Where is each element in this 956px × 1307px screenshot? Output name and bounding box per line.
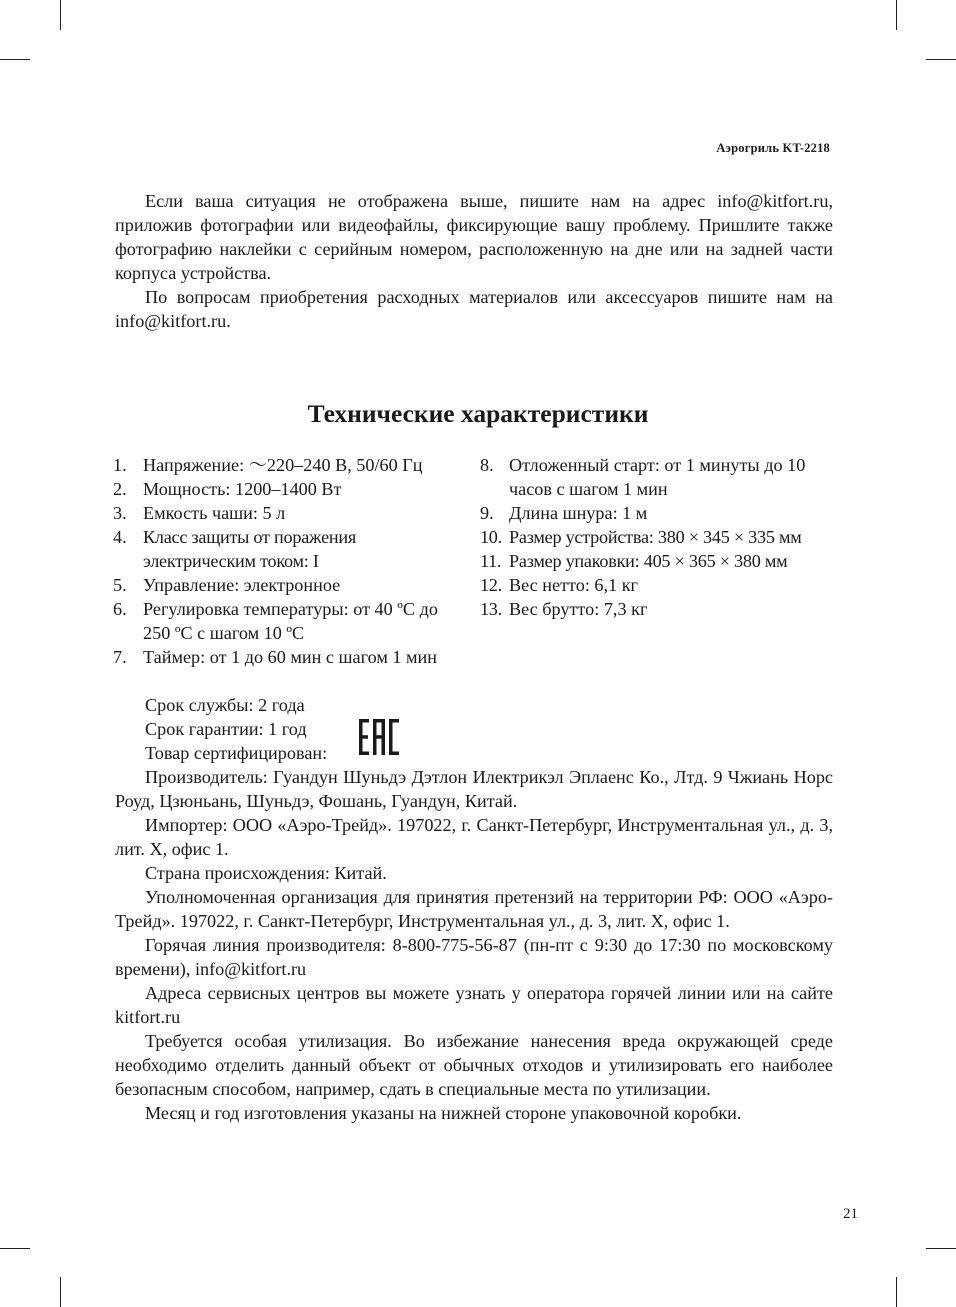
- page-number: 21: [843, 1206, 858, 1222]
- service-centers: Адреса сервисных центров вы можете узнать у оператора горячей линии или на сайте kitfort.ru: [115, 983, 833, 1027]
- crop-mark: [60, 0, 61, 30]
- spec-item: 5. Управление: электронное: [113, 575, 341, 595]
- crop-mark: [926, 1248, 956, 1249]
- eac-mark-icon: [358, 718, 400, 756]
- specs-list-left: [113, 453, 463, 669]
- intro-paragraph-accessories: По вопросам приобретения расходных материалов или аксессуаров пишите нам на info@kitfort.ru.: [115, 287, 833, 331]
- crop-mark: [0, 59, 30, 60]
- crop-mark: [896, 0, 897, 30]
- service-life: Срок службы: 2 года: [145, 695, 305, 715]
- info-section: [115, 693, 833, 1125]
- crop-mark: [0, 1248, 30, 1249]
- intro-section: [115, 189, 833, 333]
- country-of-origin: Страна происхождения: Китай.: [145, 863, 387, 883]
- authorized-organization: Уполномоченная организация для принятия претензий на территории РФ: ООО «Аэро-Трейд». 197022, г. Санкт-Петербург, Инструментальная ул., д. 3, лит. Х, офис 1.: [115, 887, 833, 931]
- disposal: Требуется особая утилизация. Во избежание нанесения вреда окружающей среде необходимо отделить данный объект от обычных отходов и утилизировать его наиболее безопасным способом, например, сдать в специальные места по утилизации.: [115, 1031, 833, 1099]
- hotline: Горячая линия производителя: 8-800-775-56-87 (пн-пт с 9:30 до 17:30 по московскому времени), info@kitfort.ru: [115, 935, 833, 979]
- certification-line: [115, 741, 833, 765]
- intro-paragraph-contact: Если ваша ситуация не отображена выше, пишите нам на адрес info@kitfort.ru, приложив фотографии или видеофайлы, фиксирующие вашу проблему. Пришлите также фотографию наклейки с серийным номером, расположенную на дне или на задней части корпуса устройства.: [115, 191, 833, 283]
- manufacturer: Производитель: Гуандун Шуньдэ Дэтлон Илектрикэл Эплаенс Ко., Лтд. 9 Чжиань Норс Роуд, Цзюньань, Шуньдэ, Фошань, Гуандун, Китай.: [115, 767, 833, 811]
- spec-item: 11. Размер упаковки: 405 × 365 × 380 мм: [480, 551, 788, 571]
- crop-mark: [926, 59, 956, 60]
- running-header: Аэрогриль KT-2218: [716, 141, 830, 155]
- spec-item: 10. Размер устройства: 380 × 345 × 335 мм: [480, 527, 802, 547]
- spec-item: 3. Емкость чаши: 5 л: [113, 503, 286, 523]
- specs-list-right: [480, 453, 835, 621]
- spec-item: 2. Мощность: 1200–1400 Вт: [113, 479, 342, 499]
- warranty: Срок гарантии: 1 год: [145, 719, 307, 739]
- spec-item: 9. Длина шнура: 1 м: [480, 503, 648, 523]
- spec-item: 7. Таймер: от 1 до 60 мин с шагом 1 мин: [113, 647, 438, 667]
- crop-mark: [896, 1277, 897, 1307]
- importer: Импортер: ООО «Аэро-Трейд». 197022, г. Санкт-Петербург, Инструментальная ул., д. 3, лит. Х, офис 1.: [115, 815, 833, 859]
- spec-item: 8. Отложенный старт: от 1 минуты до 10 часов с шагом 1 мин: [480, 455, 806, 499]
- spec-item: 13. Вес брутто: 7,3 кг: [480, 599, 648, 619]
- spec-item: 1. Напряжение: ～220–240 В, 50/60 Гц: [113, 455, 423, 475]
- crop-mark: [60, 1277, 61, 1307]
- certified-label: Товар сертифицирован:: [145, 743, 328, 763]
- specs-title: Технические характеристики: [307, 399, 649, 428]
- spec-item: 6. Регулировка температуры: от 40 ºС до 250 ºС с шагом 10 ºС: [113, 599, 438, 643]
- spec-item: 4. Класс защиты от поражения электрическим током: I: [113, 527, 357, 571]
- manufacture-date: Месяц и год изготовления указаны на нижней стороне упаковочной коробки.: [145, 1103, 742, 1123]
- spec-item: 12. Вес нетто: 6,1 кг: [480, 575, 639, 595]
